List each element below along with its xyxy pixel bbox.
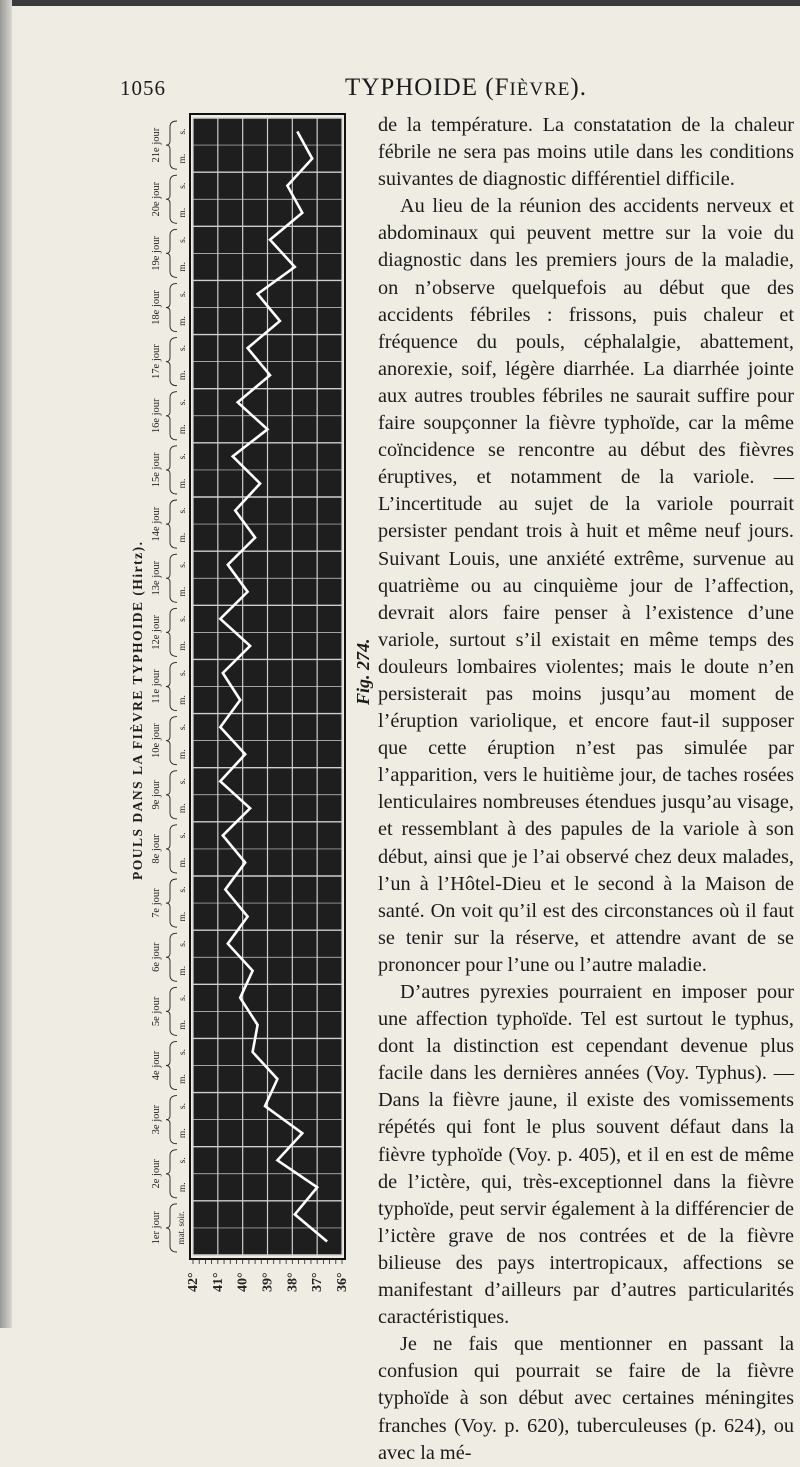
morning-sub-label: m. <box>178 966 188 976</box>
evening-sub-label: s. <box>178 183 188 189</box>
temperature-tick-label: 42° <box>186 1272 201 1292</box>
day-header-label: 10e jour <box>151 723 162 758</box>
evening-sub-label: s. <box>178 832 188 838</box>
day-header-label: 12e jour <box>151 615 162 650</box>
day-brace <box>166 1150 177 1198</box>
day-brace <box>166 121 177 169</box>
figure-label: Fig. 274. <box>353 638 374 705</box>
evening-sub-label: s. <box>178 399 188 405</box>
morning-sub-label: m. <box>178 154 188 164</box>
page-number: 1056 <box>120 76 166 101</box>
day-brace <box>166 825 177 873</box>
day-header-label: 18e jour <box>151 290 162 325</box>
day-brace <box>166 608 177 656</box>
day-brace <box>166 662 177 710</box>
paragraph: Au lieu de la réunion des accidents nerveux et abdominaux qui peuvent mettre sur la voie du diagnostic dans les premiers jours de la maladie, on n’observe quelquefois au début que des accidents fébriles : frissons, puis chaleur et fréquence du pouls, céphalalgie, abattement, anorexie, soif, légère diarrhée. La diarrhée jointe aux autres troubles fébriles ne saurait suffire pour faire soupçonner la fièvre typhoïde, car la même coïncidence se rencontre au début des fièvres éruptives, et notamment de la variole. — L’incertitude au sujet de la variole pourrait persister pendant trois à huit et même neuf jours. Suivant Louis, une anxiété extrême, survenue au quatrième ou au cinquième jour de l’affection, devrait alors faire penser à l’existence d’une variole, surtout s’il existait en même temps des douleurs lombaires violentes; mais le doute n’en persisterait pas moins jusqu’au moment de l’éruption variolique, et encore faut-il supposer que cette éruption n’est pas simulée par l’apparition, vers le huitième jour, de taches rosées lenticulaires nombreuses étendues jusqu’au visage, et ressemblant à des papules de la variole à son début, ainsi que je l’ai observé chez deux malades, l’un à l’Hôtel-Dieu et le second à la Maison de santé. On voit qu’il est des circonstances où il faut se tenir sur la réserve, et attendre avant de se prononcer pour l’une ou l’autre maladie. <box>378 193 794 979</box>
day-brace <box>166 283 177 331</box>
morning-sub-label: m. <box>178 533 188 543</box>
figure-caption: POULS DANS LA FIÈVRE TYPHOIDE (Hirtz). <box>130 540 146 880</box>
morning-sub-label: m. <box>178 1074 188 1084</box>
paragraph: D’autres pyrexies pourraient en imposer pour une affection typhoïde. Tel est surtout le typhus, dont la distinction est cependant devenue plus facile dans les dernières années (Voy. Typhus). — Dans la fièvre jaune, il existe des vomissements répétés qui font le plus souvent défaut dans la fièvre typhoïde (Voy. p. 405), et il en est de même de l’ictère, qui, très-exceptionnel dans la fièvre typhoïde, peut servir également à la différencier de l’ictère grave de nos contrées et de la fièvre bilieuse des pays intertropicaux, affections se manifestant d’ailleurs par d’autres particularités caractéristiques. <box>378 979 794 1331</box>
temperature-tick-label: 37° <box>310 1272 325 1292</box>
temperature-tick-label: 41° <box>211 1272 226 1292</box>
day-brace <box>166 879 177 927</box>
day-header-label: 14e jour <box>151 506 162 541</box>
day-brace <box>166 717 177 765</box>
evening-sub-label: s. <box>178 128 188 134</box>
morning-sub-label: m. <box>178 587 188 597</box>
day-header-label: 13e jour <box>151 560 162 595</box>
evening-sub-label: s. <box>178 724 188 730</box>
day-brace <box>166 933 177 981</box>
evening-sub-label: s. <box>178 1049 188 1055</box>
day-header-label: 16e jour <box>151 398 162 433</box>
pulse-temperature-chart <box>145 100 355 1295</box>
day-brace <box>166 771 177 819</box>
evening-sub-label: s. <box>178 886 188 892</box>
day-header-label: 17e jour <box>151 344 162 379</box>
temperature-tick-label: 36° <box>335 1272 350 1292</box>
day-header-label: 21e jour <box>151 127 162 162</box>
evening-sub-label: s. <box>178 1157 188 1163</box>
body-text <box>378 112 794 1467</box>
morning-sub-label: m. <box>178 749 188 759</box>
day-header-label: 20e jour <box>151 181 162 216</box>
day-header-label: 3e jour <box>151 1104 162 1134</box>
day-header-label: 6e jour <box>151 942 162 972</box>
day-brace <box>166 987 177 1035</box>
evening-sub-label: s. <box>178 941 188 947</box>
paragraph: de la température. La constatation de la chaleur fébrile ne sera pas moins utile dans les conditions suivantes de diagnostic différentiel difficile. <box>378 112 794 193</box>
evening-sub-label: s. <box>178 345 188 351</box>
evening-sub-label: s. <box>178 237 188 243</box>
day-brace <box>166 392 177 440</box>
evening-sub-label: s. <box>178 1103 188 1109</box>
day-header-label: 1er jour <box>151 1211 162 1244</box>
day-header-label: 7e jour <box>151 888 162 918</box>
day-header-label: 5e jour <box>151 996 162 1026</box>
page-top-rule <box>0 0 800 6</box>
morning-sub-label: m. <box>178 1020 188 1030</box>
day-brace <box>166 500 177 548</box>
paragraph: Je ne fais que mentionner en passant la confusion qui pourrait se faire de la fièvre typhoïde à son début avec certaines méningites franches (Voy. p. 620), tuberculeuses (p. 624), ou avec la mé- <box>378 1331 794 1466</box>
morning-sub-label: m. <box>178 262 188 272</box>
morning-sub-label: m. <box>178 858 188 868</box>
morning-sub-label: m. <box>178 1182 188 1192</box>
temperature-tick-label: 40° <box>236 1272 251 1292</box>
chart-day-headers <box>151 121 188 1252</box>
evening-sub-label: s. <box>178 616 188 622</box>
morning-sub-label: m. <box>178 912 188 922</box>
day-header-label: 9e jour <box>151 780 162 810</box>
morning-sub-label: m. <box>178 479 188 489</box>
day-brace <box>166 1041 177 1089</box>
running-title-end: ). <box>570 74 587 101</box>
day-header-label: 11e jour <box>151 669 162 704</box>
evening-sub-label: s. <box>178 507 188 513</box>
morning-sub-label: m. <box>178 208 188 218</box>
evening-sub-label: s. <box>178 291 188 297</box>
running-title <box>345 74 587 102</box>
running-title-smallcaps: IÈVRE <box>509 79 570 100</box>
evening-sub-label: s. <box>178 778 188 784</box>
morning-sub-label: m. <box>178 316 188 326</box>
morning-sub-label: m. <box>178 641 188 651</box>
morning-sub-label: m. <box>178 370 188 380</box>
evening-sub-label: s. <box>178 995 188 1001</box>
day-brace <box>166 554 177 602</box>
temperature-tick-label: 39° <box>261 1272 276 1292</box>
day-header-label: 15e jour <box>151 452 162 487</box>
day-header-label: 2e jour <box>151 1159 162 1189</box>
page-binding-edge <box>0 0 12 1328</box>
evening-sub-label: s. <box>178 670 188 676</box>
chart-temperature-labels <box>186 1272 350 1292</box>
morning-sub-label: m. <box>178 695 188 705</box>
day-brace <box>166 175 177 223</box>
temperature-tick-label: 38° <box>285 1272 300 1292</box>
evening-sub-label: s. <box>178 562 188 568</box>
day-brace <box>166 1096 177 1144</box>
day-brace <box>166 338 177 386</box>
day-header-label: 4e jour <box>151 1050 162 1080</box>
running-title-main: TYPHOIDE (F <box>345 74 509 101</box>
day-header-label: 19e jour <box>151 236 162 271</box>
day-brace <box>166 446 177 494</box>
morning-sub-label: m. <box>178 1128 188 1138</box>
morning-sub-label: m. <box>178 424 188 434</box>
day-header-label: 8e jour <box>151 834 162 864</box>
day-brace <box>166 229 177 277</box>
morning-sub-label: m. <box>178 803 188 813</box>
first-day-sub-label: mat. soir. <box>176 1211 186 1244</box>
evening-sub-label: s. <box>178 453 188 459</box>
